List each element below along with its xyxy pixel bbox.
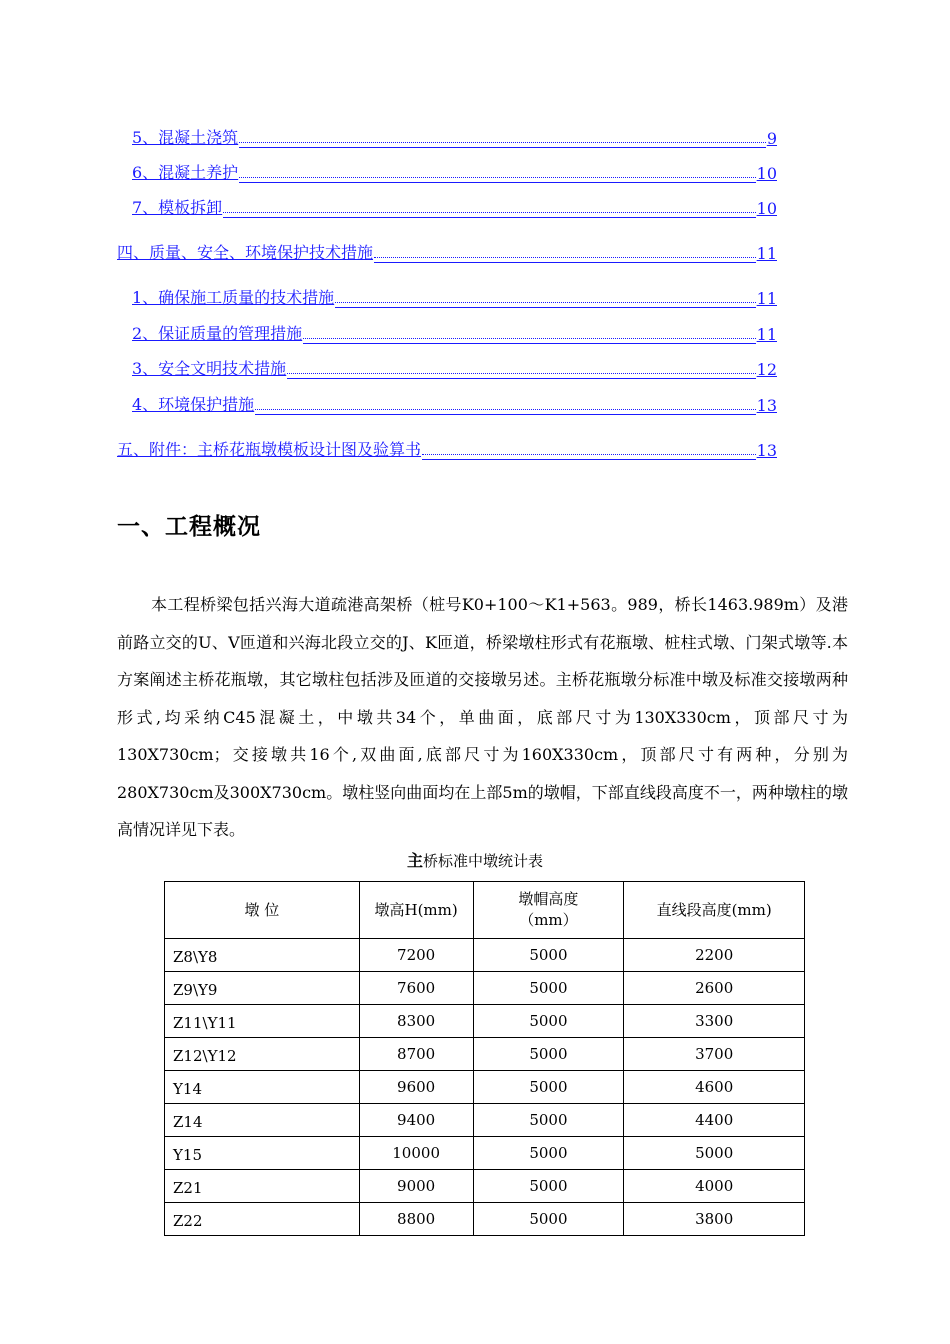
cell-pos: Z21 [165, 1170, 360, 1203]
cell-height: 9400 [359, 1104, 473, 1137]
table-row [165, 1038, 805, 1071]
cell-straight: 4000 [624, 1170, 805, 1203]
toc-entry-section-5[interactable] [117, 438, 777, 460]
toc-entry-safety[interactable] [132, 357, 777, 379]
toc-leader [239, 176, 755, 178]
cell-cap: 5000 [473, 1104, 624, 1137]
cell-straight: 3800 [624, 1203, 805, 1236]
toc-page: 9 [766, 129, 777, 148]
header-cap-height [473, 882, 624, 939]
toc-entry-quality-management[interactable] [132, 322, 777, 344]
toc-label: 2、保证质量的管理措施 [132, 324, 303, 343]
cell-pos: Y15 [165, 1137, 360, 1170]
overview-paragraph: 本工程桥梁包括兴海大道疏港高架桥（桩号K0+100～K1+563。989，桥长1463.989m）及港前路立交的U、V匝道和兴海北段立交的J、K匝道，桥梁墩柱形式有花瓶墩、桩柱式墩、门架式墩等.本方案阐述主桥花瓶墩，其它墩柱包括涉及匝道的交接墩另述。主桥花瓶墩分标准中墩及标准交接墩两种形式,均采纳C45混凝土，中墩共34个，单曲面，底部尺寸为130X330cm，顶部尺寸为130X730cm；交接墩共16个,双曲面,底部尺寸为160X330cm，顶部尺寸有两种，分别为280X730cm及300X730cm。墩柱竖向曲面均在上部5m的墩帽，下部直线段高度不一，两种墩柱的墩高情况详见下表。 [117, 595, 848, 839]
header-straight-height: 直线段高度(mm) [624, 882, 805, 939]
cell-cap: 5000 [473, 1170, 624, 1203]
toc-label: 6、混凝土养护 [132, 163, 239, 182]
toc-entry-concrete-curing[interactable] [132, 161, 777, 183]
table-row [165, 1104, 805, 1137]
toc-label: 7、模板拆卸 [132, 198, 223, 217]
table-row [165, 1137, 805, 1170]
header-cap-height-line1: 墩帽高度 [518, 890, 579, 908]
cell-straight: 4400 [624, 1104, 805, 1137]
cell-cap: 5000 [473, 1203, 624, 1236]
table-header-row [165, 882, 805, 939]
cell-cap: 5000 [473, 939, 624, 972]
cell-cap: 5000 [473, 1071, 624, 1104]
cell-height: 7600 [359, 972, 473, 1005]
table-title-lead: 主 [406, 851, 423, 870]
cell-straight: 5000 [624, 1137, 805, 1170]
toc-leader [303, 337, 755, 339]
toc-page: 11 [756, 244, 777, 263]
header-pier-position: 墩 位 [165, 882, 360, 939]
cell-height: 9600 [359, 1071, 473, 1104]
toc-entry-section-4[interactable] [117, 241, 777, 263]
cell-straight: 2600 [624, 972, 805, 1005]
toc-page: 11 [756, 289, 777, 308]
toc-page: 13 [756, 441, 777, 460]
cell-pos: Z11\Y11 [165, 1005, 360, 1038]
toc-label: 4、环境保护措施 [132, 395, 255, 414]
toc-label: 5、混凝土浇筑 [132, 128, 239, 147]
toc-label: 四、质量、安全、环境保护技术措施 [117, 243, 374, 262]
cell-cap: 5000 [473, 972, 624, 1005]
header-cap-height-line2: （mm） [519, 911, 578, 929]
cell-pos: Z14 [165, 1104, 360, 1137]
toc-page: 11 [756, 325, 777, 344]
cell-height: 8700 [359, 1038, 473, 1071]
table-row [165, 1203, 805, 1236]
toc-leader [223, 211, 755, 213]
toc-entry-formwork-removal[interactable] [132, 196, 777, 218]
cell-straight: 3700 [624, 1038, 805, 1071]
toc-leader [374, 256, 756, 258]
cell-cap: 5000 [473, 1137, 624, 1170]
toc-leader [255, 408, 755, 410]
table-row [165, 972, 805, 1005]
toc-leader [335, 301, 755, 303]
cell-pos: Z8\Y8 [165, 939, 360, 972]
table-row [165, 1005, 805, 1038]
table-row [165, 1170, 805, 1203]
pier-statistics-table [164, 881, 805, 1236]
cell-height: 8800 [359, 1203, 473, 1236]
toc-page: 10 [756, 199, 777, 218]
toc-label: 3、安全文明技术措施 [132, 359, 287, 378]
cell-pos: Z9\Y9 [165, 972, 360, 1005]
toc-label: 1、确保施工质量的技术措施 [132, 288, 335, 307]
cell-straight: 2200 [624, 939, 805, 972]
cell-straight: 4600 [624, 1071, 805, 1104]
toc-leader [239, 141, 766, 143]
header-pier-height: 墩高H(mm) [359, 882, 473, 939]
toc-label: 五、附件：主桥花瓶墩模板设计图及验算书 [117, 440, 422, 459]
cell-pos: Y14 [165, 1071, 360, 1104]
cell-height: 7200 [359, 939, 473, 972]
table-title-rest: 桥标准中墩统计表 [423, 852, 544, 870]
cell-cap: 5000 [473, 1005, 624, 1038]
cell-cap: 5000 [473, 1038, 624, 1071]
cell-straight: 3300 [624, 1005, 805, 1038]
cell-height: 10000 [359, 1137, 473, 1170]
table-row [165, 1071, 805, 1104]
section-heading: 一、工程概况 [117, 514, 261, 540]
cell-height: 9000 [359, 1170, 473, 1203]
toc-entry-quality-technical[interactable] [132, 286, 777, 308]
table-row [165, 939, 805, 972]
cell-pos: Z22 [165, 1203, 360, 1236]
cell-pos: Z12\Y12 [165, 1038, 360, 1071]
cell-height: 8300 [359, 1005, 473, 1038]
toc-entry-environment[interactable] [132, 393, 777, 415]
toc-page: 10 [756, 164, 777, 183]
table-title [0, 848, 950, 871]
toc-page: 12 [756, 360, 777, 379]
toc-leader [422, 453, 756, 455]
toc-leader [287, 372, 755, 374]
toc-entry-concrete-pouring[interactable] [132, 126, 777, 148]
toc-page: 13 [756, 396, 777, 415]
